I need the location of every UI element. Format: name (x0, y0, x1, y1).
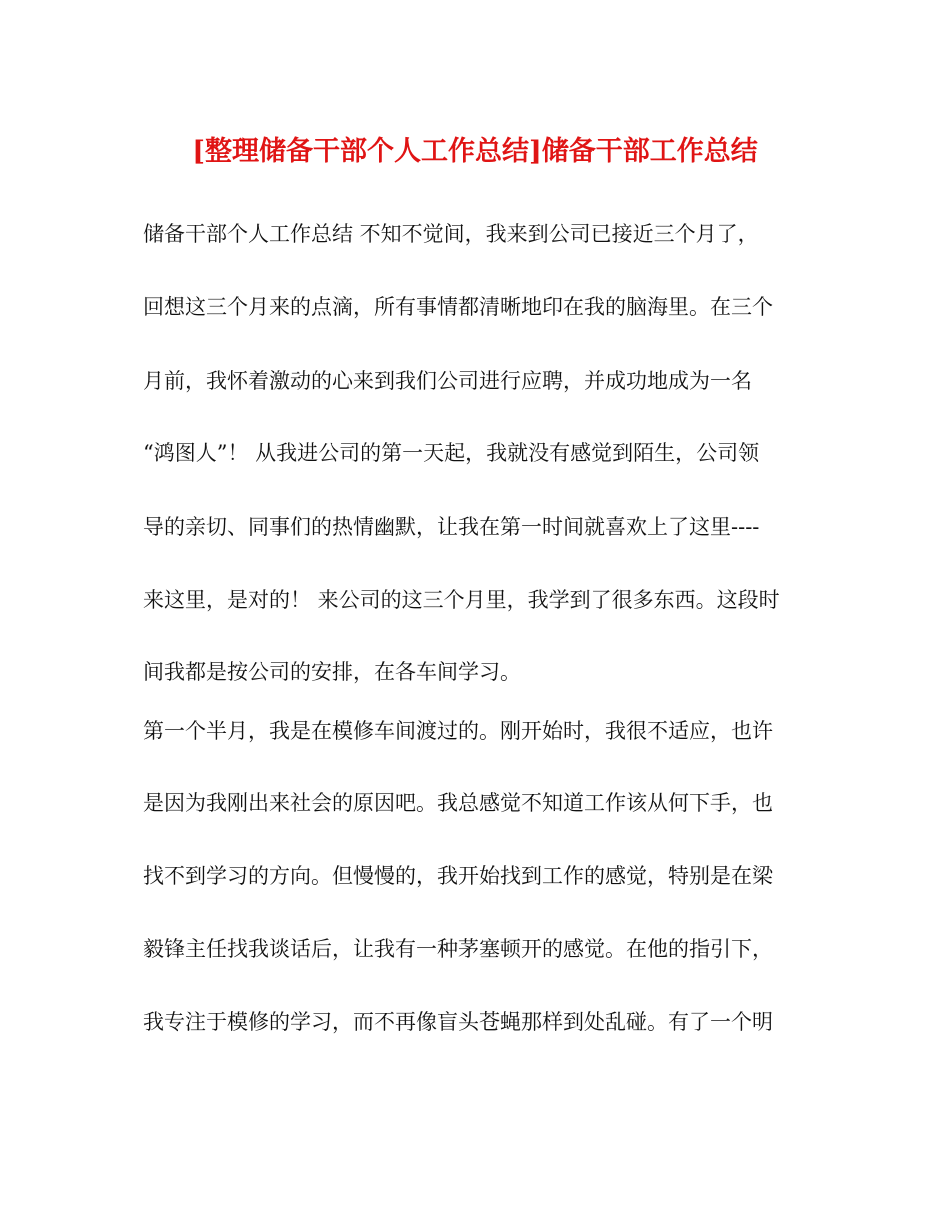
body-line-7: 间我都是按公司的安排，在各车间学习。 (143, 660, 521, 684)
body-line-12: 我专注于模修的学习，而不再像盲头苍蝇那样到处乱碰。有了一个明 (143, 1010, 773, 1034)
body-line-3: 月前，我怀着激动的心来到我们公司进行应聘，并成功地成为一名 (143, 369, 752, 393)
body-line-2: 回想这三个月来的点滴，所有事情都清晰地印在我的脑海里。在三个 (143, 295, 773, 319)
document-title: [整理储备干部个人工作总结]储备干部工作总结 (192, 136, 758, 167)
body-line-4: “鸿图人”！ 从我进公司的第一天起，我就没有感觉到陌生，公司领 (143, 441, 760, 465)
body-line-9: 是因为我刚出来社会的原因吧。我总感觉不知道工作该从何下手，也 (143, 791, 773, 815)
body-line-1: 储备干部个人工作总结 不知不觉间，我来到公司已接近三个月了， (143, 222, 759, 246)
body-line-11: 毅锋主任找我谈话后，让我有一种茅塞顿开的感觉。在他的指引下， (143, 937, 773, 961)
body-line-6: 来这里，是对的！ 来公司的这三个月里，我学到了很多东西。这段时 (143, 588, 780, 612)
body-line-8: 第一个半月，我是在模修车间渡过的。刚开始时，我很不适应，也许 (143, 719, 773, 743)
body-line-10: 找不到学习的方向。但慢慢的，我开始找到工作的感觉，特别是在梁 (143, 864, 773, 888)
body-line-5: 导的亲切、同事们的热情幽默，让我在第一时间就喜欢上了这里---- (143, 515, 760, 539)
